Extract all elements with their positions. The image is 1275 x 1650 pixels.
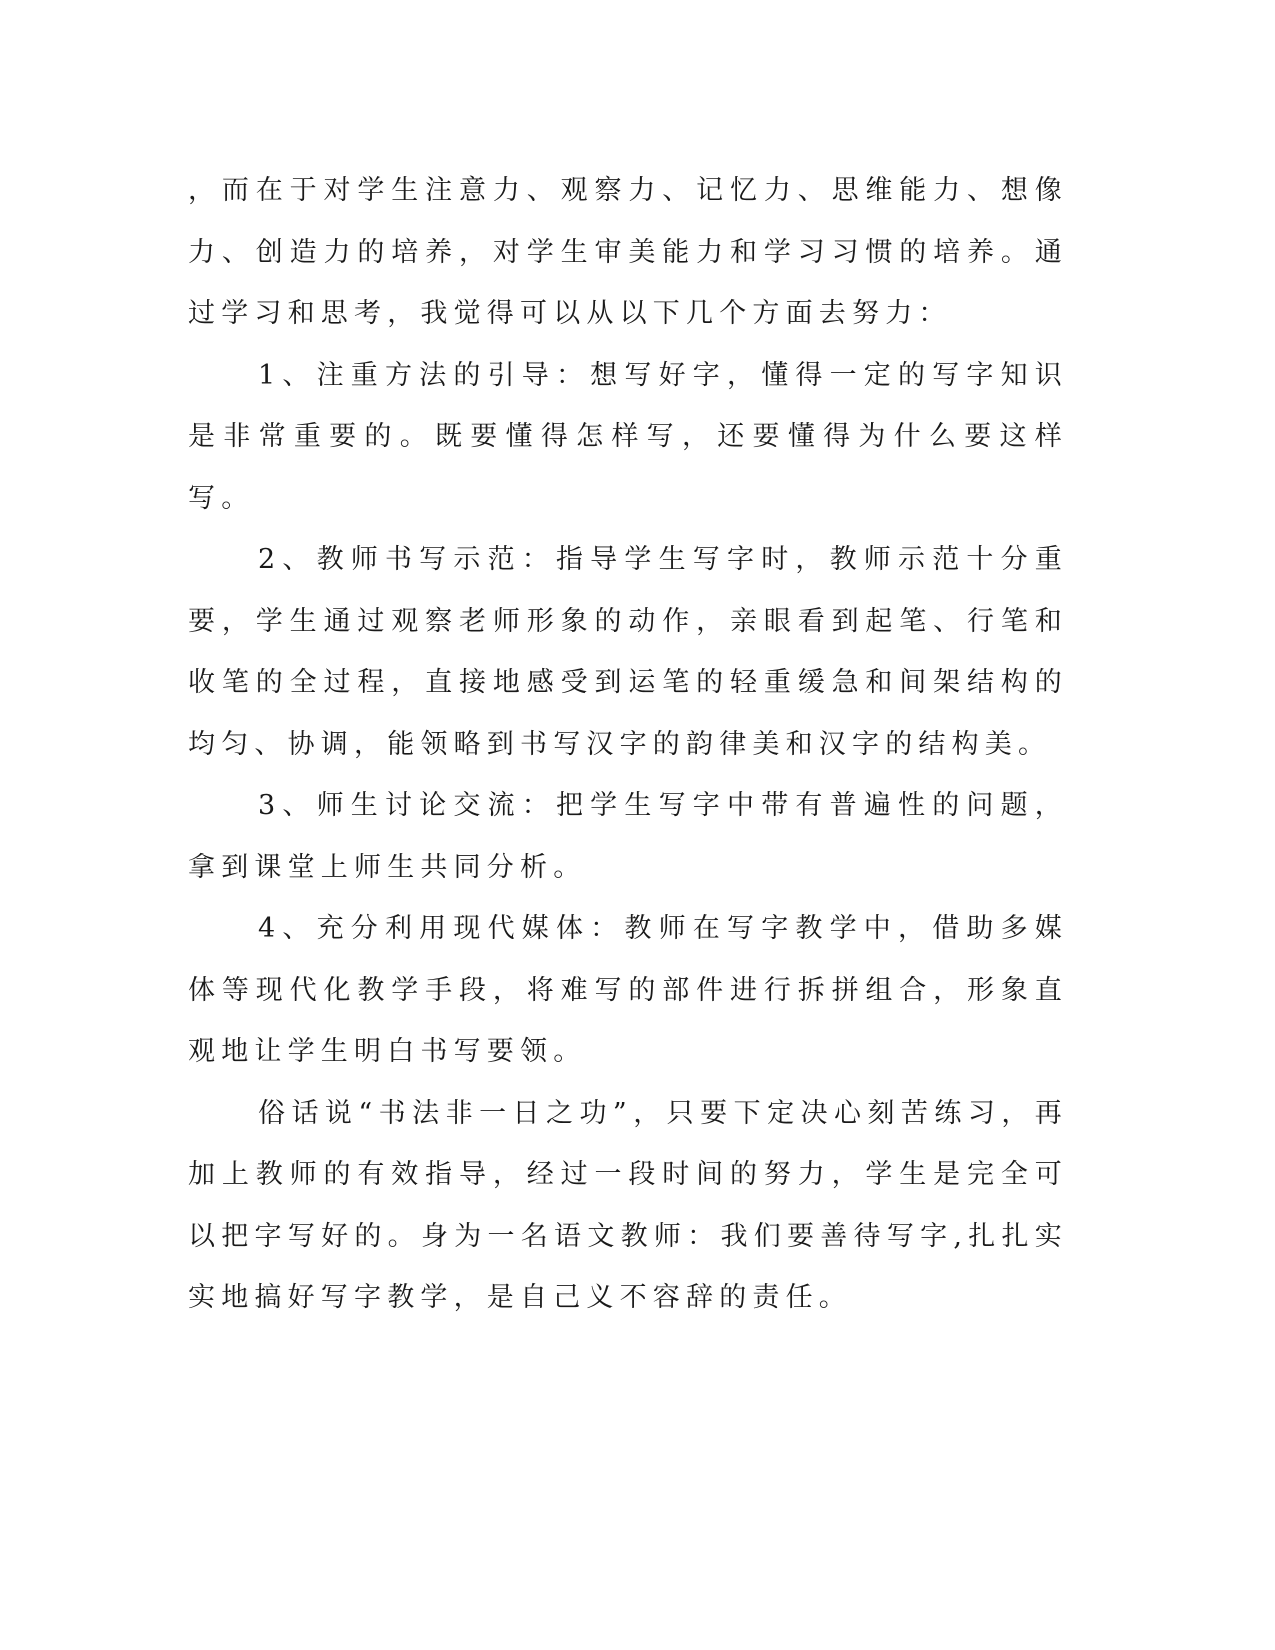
paragraph-point-4: 4、充分利用现代媒体：教师在写字教学中，借助多媒体等现代化教学手段，将难写的部件进行拆拼组合，形象直观地让学生明白书写要领。 <box>188 913 1068 1067</box>
paragraph-point-2: 2、教师书写示范：指导学生写字时，教师示范十分重要，学生通过观察老师形象的动作，亲眼看到起笔、行笔和收笔的全过程，直接地感受到运笔的轻重缓急和间架结构的均匀、协调，能领略到书写汉字的韵律美和汉字的结构美。 <box>188 544 1068 760</box>
paragraph-intro: ，而在于对学生注意力、观察力、记忆力、思维能力、想像力、创造力的培养，对学生审美能力和学习习惯的培养。通过学习和思考，我觉得可以从以下几个方面去努力： <box>188 175 1068 329</box>
paragraph-point-3: 3、师生讨论交流：把学生写字中带有普遍性的问题，拿到课堂上师生共同分析。 <box>188 790 1068 883</box>
paragraph-point-1: 1、注重方法的引导：想写好字，懂得一定的写字知识是非常重要的。既要懂得怎样写，还要懂得为什么要这样写。 <box>188 359 1068 514</box>
paragraph-conclusion: 俗话说“书法非一日之功”，只要下定决心刻苦练习，再加上教师的有效指导，经过一段时间的努力，学生是完全可以把字写好的。身为一名语文教师：我们要善待写字,扎扎实实地搞好写字教学，是自己义不容辞的责任。 <box>188 1097 1068 1313</box>
document-body <box>188 160 1068 1329</box>
